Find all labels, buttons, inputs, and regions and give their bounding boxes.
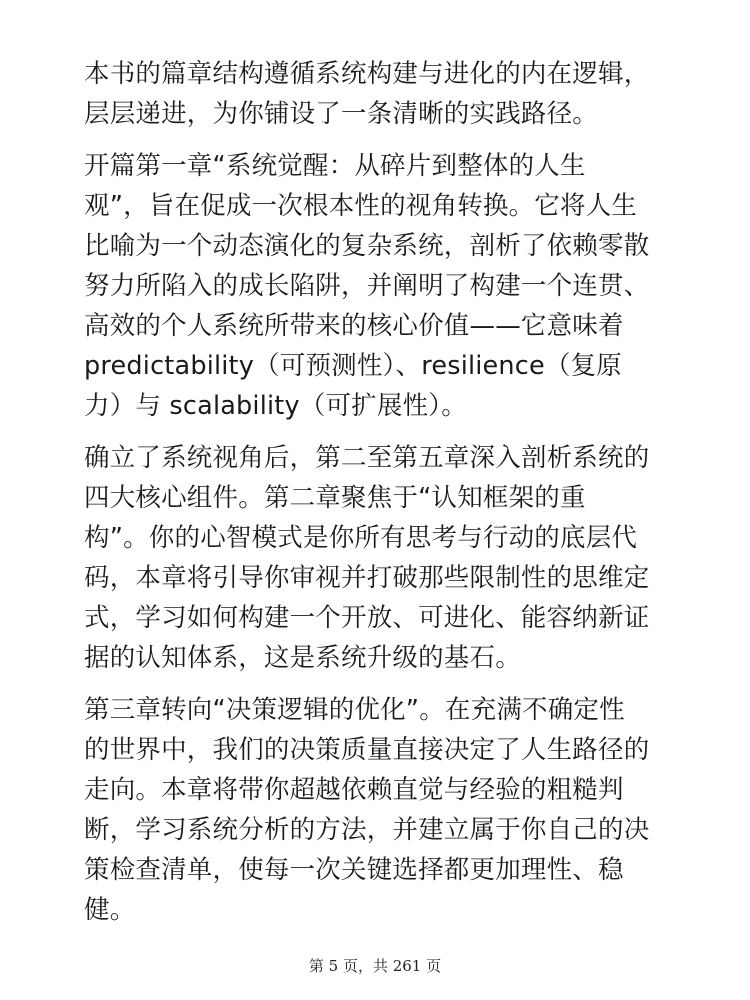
- page-number-footer: 第 5 页，共 261 页: [308, 957, 442, 975]
- text-line: 式，学习如何构建一个开放、可进化、能容纳新证: [84, 603, 650, 633]
- text-line: 比喻为一个动态演化的复杂系统，剖析了依赖零散: [84, 231, 650, 261]
- text-line: 断，学习系统分析的方法，并建立属于你自己的决: [84, 815, 650, 845]
- paragraph-chapter-one: [84, 146, 670, 426]
- text-line: 的世界中，我们的决策质量直接决定了人生路径的: [84, 735, 650, 765]
- text-line: 高效的个人系统所带来的核心价值——它意味着: [84, 311, 624, 341]
- text-line: 码，本章将引导你审视并打破那些限制性的思维定: [84, 563, 650, 593]
- text-line: 策检查清单，使每一次关键选择都更加理性、稳: [84, 855, 624, 885]
- text-line: 努力所陷入的成长陷阱，并阐明了构建一个连贯、: [84, 271, 650, 301]
- text-line: 力）与 scalability（可扩展性）。: [84, 391, 467, 421]
- text-line: predictability（可预测性）、resilience（复原: [84, 351, 623, 381]
- text-line: 构”。你的心智模式是你所有思考与行动的底层代: [84, 523, 638, 553]
- text-line: 确立了系统视角后，第二至第五章深入剖析系统的: [84, 443, 650, 473]
- text-line: 层层递进，为你铺设了一条清晰的实践路径。: [84, 99, 599, 129]
- paragraph-intro: [84, 54, 670, 134]
- text-line: 观”，旨在促成一次根本性的视角转换。它将人生: [84, 191, 638, 221]
- text-line: 走向。本章将带你超越依赖直觉与经验的粗糙判: [84, 775, 624, 805]
- text-line: 健。: [84, 895, 136, 925]
- page-body: [84, 54, 670, 942]
- text-line: 四大核心组件。第二章聚焦于“认知框架的重: [84, 483, 586, 513]
- text-line: 第三章转向“决策逻辑的优化”。在充满不确定性: [84, 695, 625, 725]
- paragraph-chapter-two: [84, 438, 670, 678]
- text-line: 据的认知体系，这是系统升级的基石。: [84, 643, 521, 673]
- paragraph-chapter-three: [84, 690, 670, 930]
- text-line: 本书的篇章结构遵循系统构建与进化的内在逻辑，: [84, 59, 650, 89]
- text-line: 开篇第一章“系统觉醒：从碎片到整体的人生: [84, 151, 586, 181]
